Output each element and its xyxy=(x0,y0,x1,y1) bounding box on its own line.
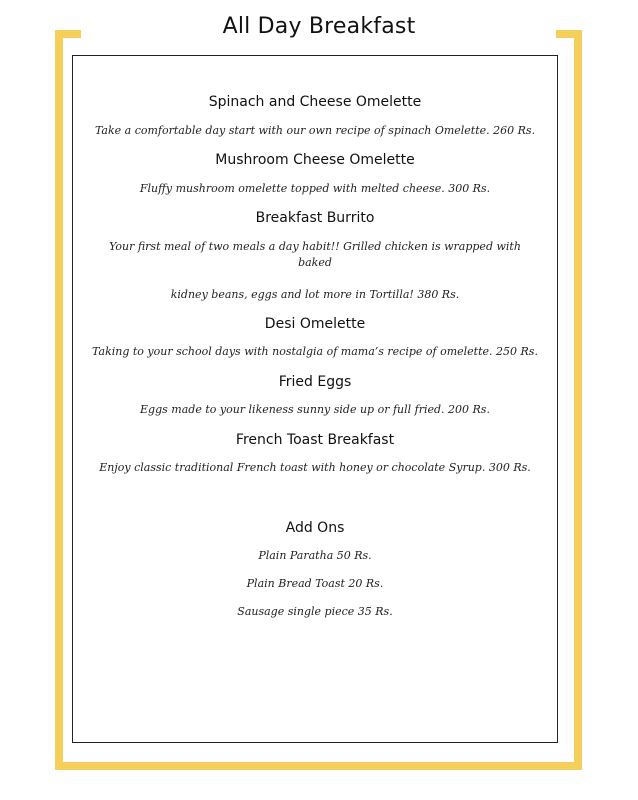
addon-item: Plain Paratha 50 Rs. xyxy=(258,549,372,562)
frame-left-border xyxy=(55,30,63,770)
addons-heading: Add Ons xyxy=(285,520,345,536)
menu-item-name: Fried Eggs xyxy=(278,374,352,390)
menu-item-name: Mushroom Cheese Omelette xyxy=(215,152,415,168)
menu-item-description: Take a comfortable day start with our own recipe of spinach Omelette. 260 Rs. xyxy=(94,124,536,137)
frame-right-border xyxy=(574,30,582,770)
menu-item-name: Desi Omelette xyxy=(264,316,366,332)
menu-item-description: Enjoy classic traditional French toast with honey or chocolate Syrup. 300 Rs. xyxy=(99,461,531,474)
menu-item-description: Your first meal of two meals a day habit!! Grilled chicken is wrapped with baked xyxy=(109,240,521,269)
menu-item-name: French Toast Breakfast xyxy=(235,432,395,448)
addon-item: Sausage single piece 35 Rs. xyxy=(237,605,393,618)
menu-item-description: Eggs made to your likeness sunny side up or full fried. 200 Rs. xyxy=(140,403,490,416)
menu-title: All Day Breakfast xyxy=(222,14,416,39)
menu-item-name: Breakfast Burrito xyxy=(255,210,375,226)
addon-item: Plain Bread Toast 20 Rs. xyxy=(246,577,384,590)
menu-item-description: kidney beans, eggs and lot more in Tortilla! 380 Rs. xyxy=(170,288,460,301)
frame-bottom-border xyxy=(55,762,582,770)
menu-item-description: Fluffy mushroom omelette topped with melted cheese. 300 Rs. xyxy=(139,182,491,195)
menu-item-name: Spinach and Cheese Omelette xyxy=(208,94,422,110)
menu-item-description: Taking to your school days with nostalgia of mama’s recipe of omelette. 250 Rs. xyxy=(92,345,538,358)
